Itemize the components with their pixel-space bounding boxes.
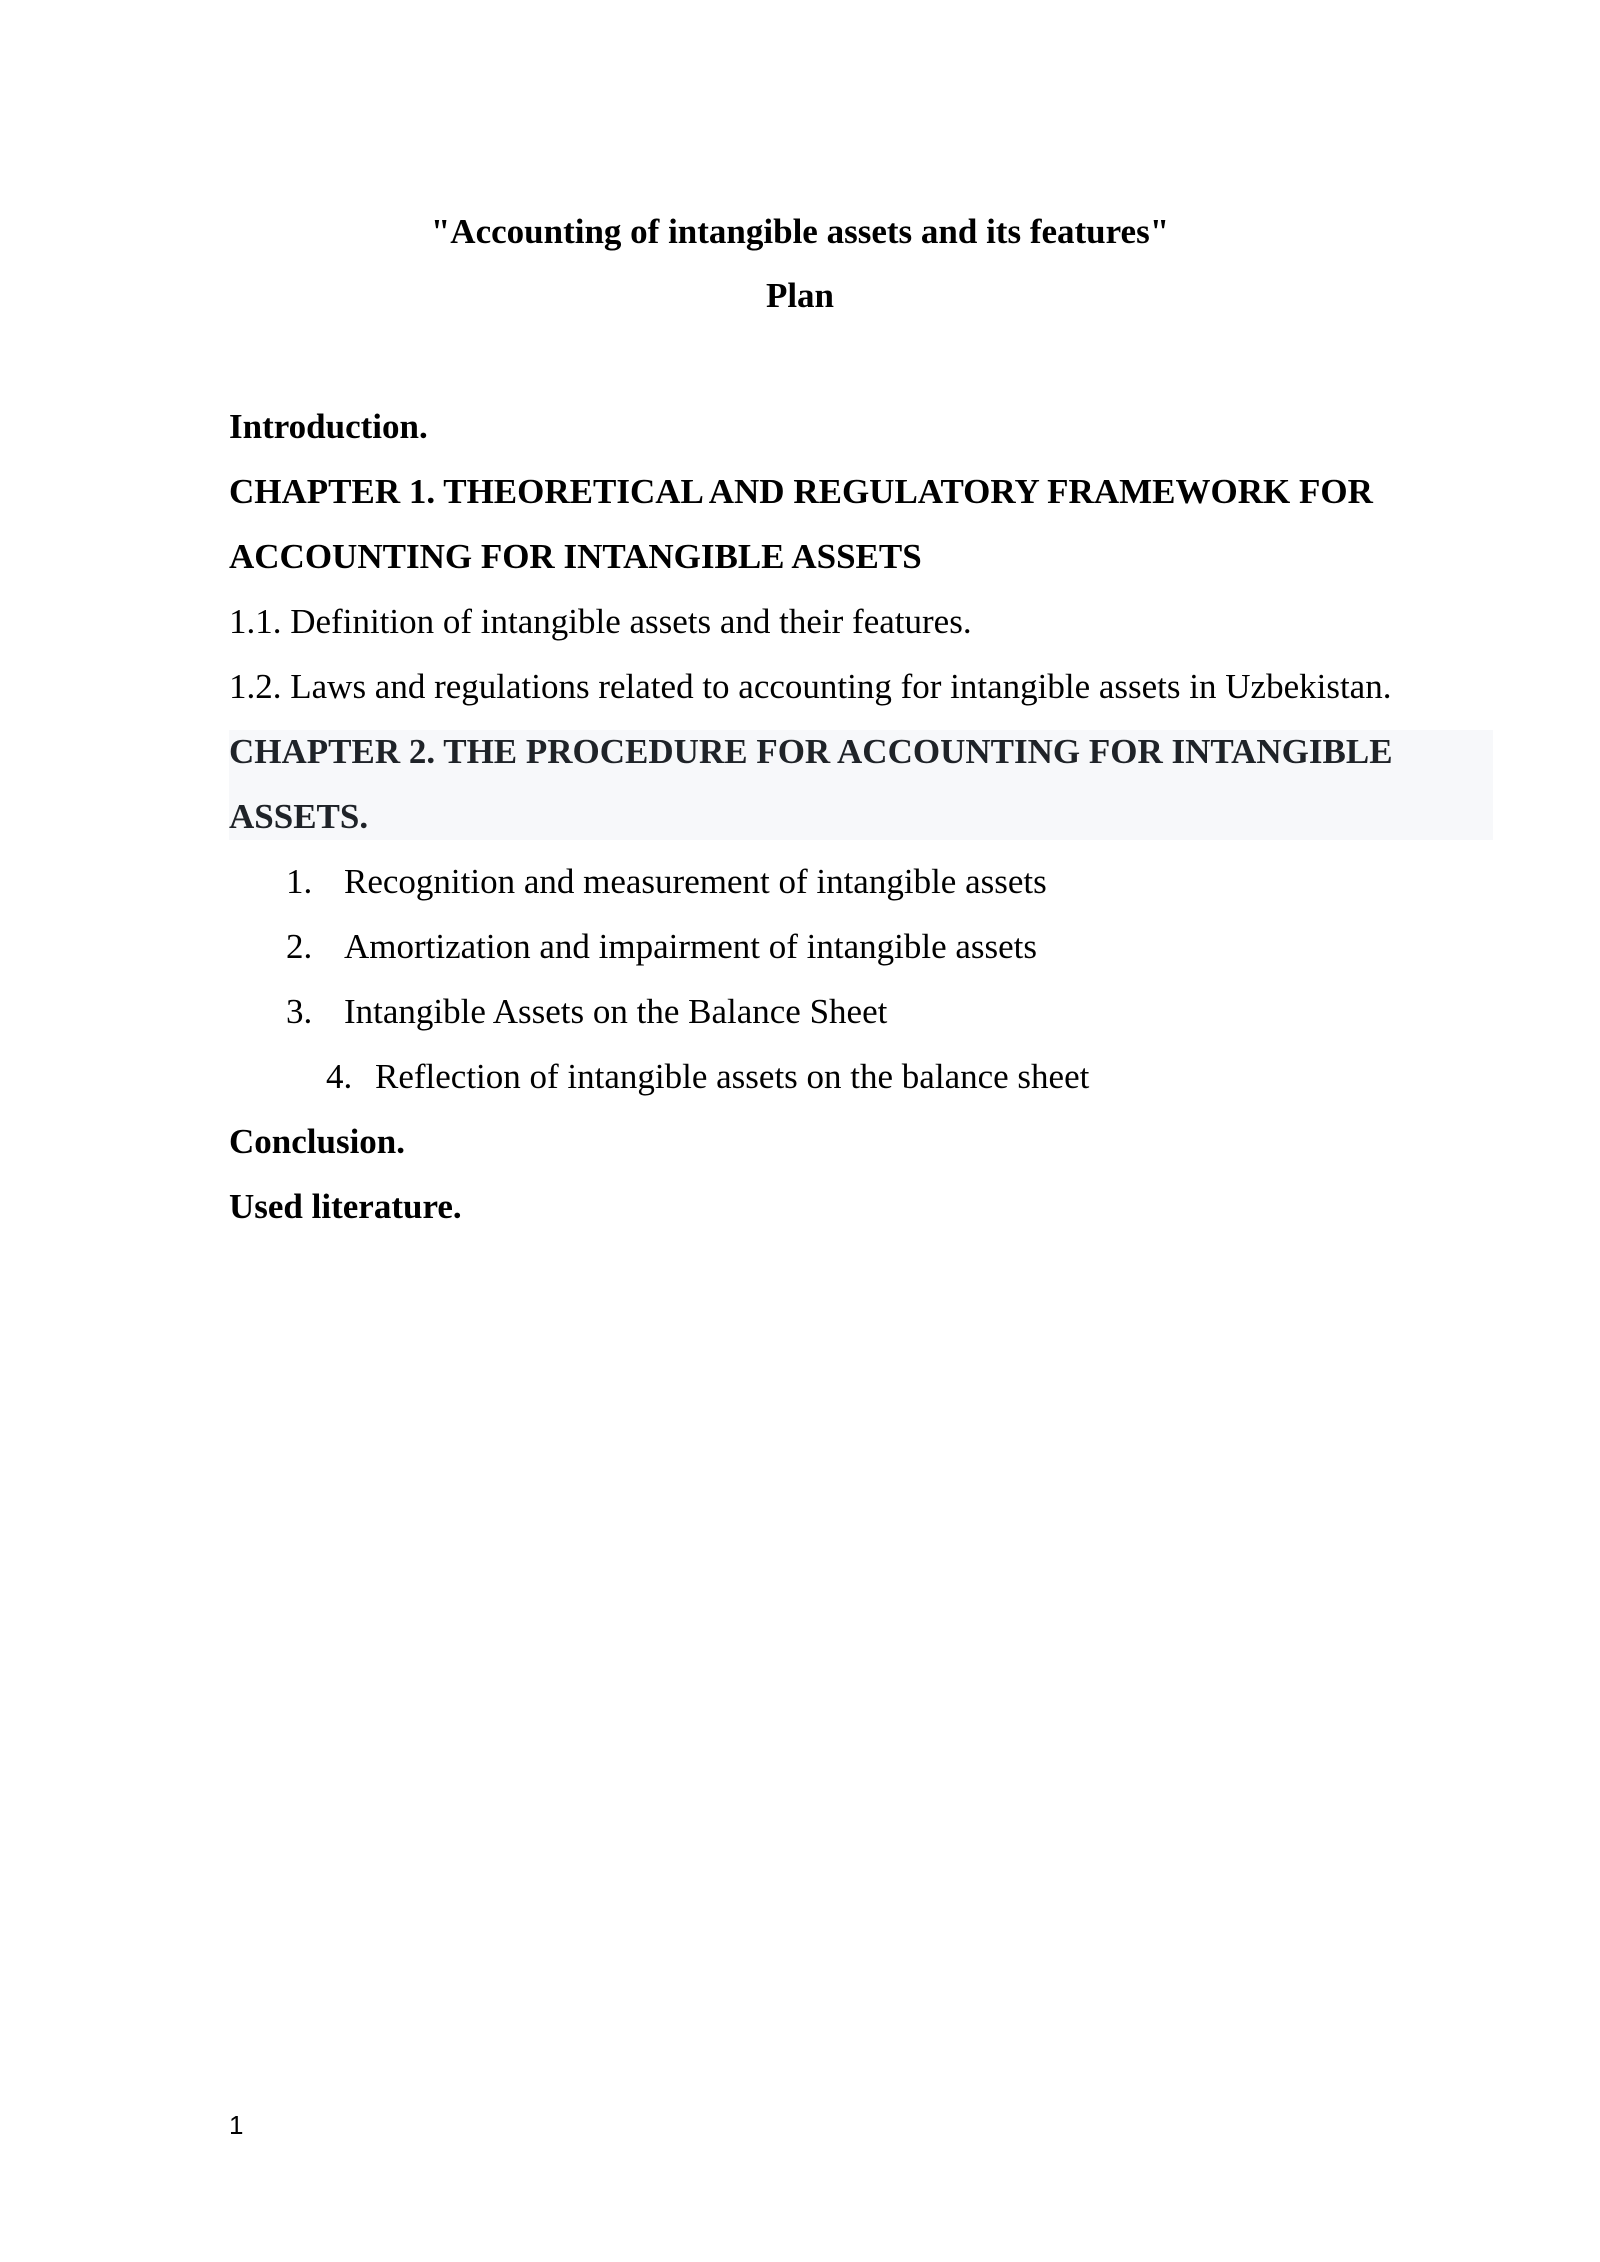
list-item-text: Amortization and impairment of intangible assets [344,927,1038,966]
section-1-1: 1.1. Definition of intangible assets and their features. [229,602,972,641]
literature-heading: Used literature. [229,1187,462,1226]
plan-heading: Plan [765,276,835,315]
list-item-text: Reflection of intangible assets on the balance sheet [375,1057,1090,1096]
section-1-2: 1.2. Laws and regulations related to accounting for intangible assets in Uzbekistan. [229,667,1392,706]
list-item-text: Recognition and measurement of intangible assets [344,862,1047,901]
list-item-number: 2. [286,927,313,966]
document-title: "Accounting of intangible assets and its features" [430,212,1170,251]
list-item-number: 1. [286,862,313,901]
conclusion-heading: Conclusion. [229,1122,406,1161]
chapter1-heading-line2: ACCOUNTING FOR INTANGIBLE ASSETS [229,537,922,576]
page-number: 1 [229,2110,244,2140]
list-item-number: 3. [286,992,313,1031]
introduction-heading: Introduction. [229,407,428,446]
list-item-text: Intangible Assets on the Balance Sheet [344,992,888,1031]
chapter2-heading-line1: CHAPTER 2. THE PROCEDURE FOR ACCOUNTING FOR INTANGIBLE [229,732,1393,771]
chapter1-heading-line1: CHAPTER 1. THEORETICAL AND REGULATORY FRAMEWORK FOR [229,472,1373,511]
list-item-number: 4. [326,1057,353,1096]
chapter2-heading-line2: ASSETS. [229,797,369,836]
